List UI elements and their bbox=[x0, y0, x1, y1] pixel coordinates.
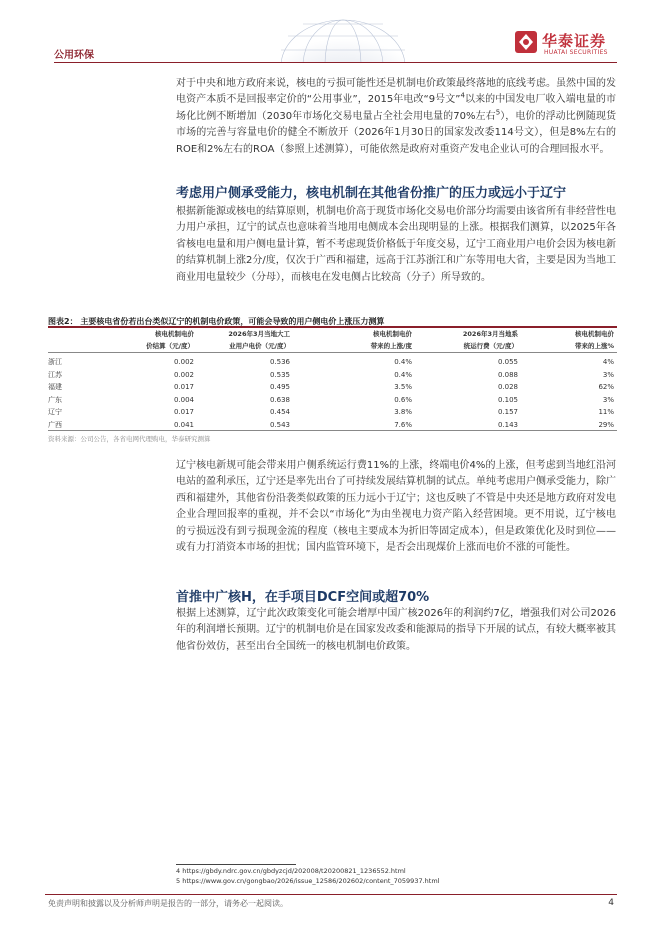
huatai-logo-icon bbox=[514, 30, 538, 54]
table-row-province: 广西 bbox=[48, 421, 62, 429]
table-cell: 0.535 bbox=[269, 370, 290, 379]
section-heading-1: 考虑用户侧承受能力，核电机制在其他省份推广的压力或远小于辽宁 bbox=[176, 186, 567, 201]
table-row-province: 江苏 bbox=[48, 370, 62, 379]
table-cell: 3.8% bbox=[394, 408, 412, 417]
table-cell: 3.5% bbox=[394, 383, 412, 392]
table-cell: 0.495 bbox=[269, 383, 290, 392]
table-cell: 3% bbox=[602, 370, 614, 379]
table-cell: 0.4% bbox=[394, 370, 412, 379]
table-cell: 62% bbox=[598, 383, 614, 392]
table-row-province: 福建 bbox=[48, 383, 62, 392]
footnote-link[interactable]: https://www.gov.cn/gongbao/2026/issue_12586/202602/content_7059937.html bbox=[182, 877, 440, 885]
table-row-province: 广东 bbox=[48, 395, 62, 404]
table-cell: 0.017 bbox=[173, 383, 194, 392]
table-cell: 0.004 bbox=[173, 395, 194, 404]
table-row-province: 辽宁 bbox=[48, 408, 62, 417]
table-cell: 0.638 bbox=[269, 395, 290, 404]
footnote-rule bbox=[176, 864, 296, 865]
page-header bbox=[0, 0, 662, 64]
table-cell: 0.002 bbox=[173, 358, 194, 366]
footer-disclaimer: 免责声明和披露以及分析师声明是报告的一部分，请务必一起阅读。 bbox=[48, 899, 288, 908]
figure-source: 资料来源：公司公告，各省电网代理购电，华泰研究测算 bbox=[48, 435, 211, 443]
table-header-col-4: 2026年3月当地系 统运行费（元/度） bbox=[462, 330, 518, 350]
table-cell: 0.105 bbox=[497, 395, 518, 404]
footnote-link[interactable]: https://gbdy.ndrc.gov.cn/gbdyzcjd/202008/t20200821_1236552.html bbox=[182, 867, 406, 875]
company-logo: 华泰证券 HUATAI SECURITIES bbox=[514, 30, 624, 58]
table-cell: 0.028 bbox=[497, 383, 518, 392]
table-header-col-5: 核电机制电价 带来的上涨% bbox=[574, 330, 614, 350]
table-cell: 0.4% bbox=[394, 358, 412, 366]
table-cell: 11% bbox=[598, 408, 614, 417]
table-cell: 0.6% bbox=[394, 395, 412, 404]
table-cell: 0.143 bbox=[497, 421, 518, 429]
table-cell: 0.017 bbox=[173, 408, 194, 417]
paragraph-4: 根据上述测算，辽宁此次政策变化可能会增厚中国广核2026年的利润约7亿，增强我们对公司2026年的利润增长预期。辽宁的机制电价是在国家发改委和能源局的指导下开展的试点，有较大概率被其他省份效仿，甚至出台全国统一的核电机制电价政策。 bbox=[176, 608, 616, 652]
paragraph-2: 根据新能源或核电的结算原则，机制电价高于现货市场化交易电价部分均需要由该省所有非经营性电力用户承担，辽宁的试点也意味着当地用电侧成本会出现明显的上涨。根据我们测算，以2025年各省核电电量和用户侧电量计算，暂不考虑现货价格低于年度交易，辽宁工商业用户电价会因为核电新的结算机制上涨2分/度，仅次于广西和福建，远高于江苏浙江和广东等用电大省，主要是因为当地工商业用电量较少（分母），而核电在发电侧占比较高（分子）所导致的。 bbox=[176, 206, 616, 283]
header-divider bbox=[54, 62, 617, 63]
footnote-5: 5 https://www.gov.cn/gongbao/2026/issue_12586/202602/content_7059937.html bbox=[176, 877, 440, 885]
table-header-col-2: 2026年3月当地大工 业用户电价（元/度） bbox=[228, 330, 290, 350]
section-label: 公用环保 bbox=[54, 50, 94, 61]
page-number: 4 bbox=[608, 898, 614, 908]
table-cell: 3% bbox=[602, 395, 614, 404]
paragraph-1: 对于中央和地方政府来说，核电的亏损可能性还是机制电价政策最终落地的底线考虑。虽然中国的发电资产本质不是回报率定价的“公用事业”，2015年电改“9号文”$^4$以来的中国发电厂收入端电量的市场化比例不断增加（2030年市场化交易电量占全社会用电量的70%左右$^5$），电价的浮动比例随现货市场的完善与容量电价的健全不断放开（2026年1月30日的国家发改委114号文），但是8%左右的ROE和2%左右的ROA（参照上述测算），可能依然是政府对重资产发电企业认可的合理回报水平。 bbox=[176, 78, 616, 155]
paragraph-3: 辽宁核电新规可能会带来用户侧系统运行费11%的上涨，终端电价4%的上涨，但考虑到当地红沿河电站的盈利承压，辽宁还是率先出台了可持续发展结算机制的试点。单纯考虑用户侧承受能力，除广西和福建外，其他省份沿袭类似政策的压力远小于辽宁；这也反映了不管是中央还是地方政府对发电企业合理回报率的重视，并不会以“市场化”为由坐视电力资产陷入经营困境。更不用说，辽宁核电的亏损远没有到亏损现金流的程度（核电主要成本为折旧等固定成本），但是政策优化及时到位——或有力打消资本市场的担忧；国内监管环境下，是否会出现煤价上涨而电价不涨的可能性。 bbox=[176, 460, 616, 554]
figure-title: 图表2： 主要核电省份若出台类似辽宁的机制电价政策，可能会导致的用户侧电价上涨压力测算 bbox=[48, 317, 385, 326]
table-cell: 0.088 bbox=[497, 370, 518, 379]
table-cell: 0.454 bbox=[269, 408, 290, 417]
table-cell: 0.543 bbox=[269, 421, 290, 429]
globe-graphic bbox=[268, 14, 418, 62]
table-cell: 0.157 bbox=[497, 408, 518, 417]
table-cell: 0.536 bbox=[269, 358, 290, 366]
footnote-4: 4 https://gbdy.ndrc.gov.cn/gbdyzcjd/202008/t20200821_1236552.html bbox=[176, 867, 406, 875]
footer-divider bbox=[45, 894, 617, 895]
section-heading-2: 首推中广核H，在手项目DCF空间或超70% bbox=[176, 590, 430, 605]
table-header-rule bbox=[48, 352, 617, 353]
table-header-col-3: 核电机制电价 带来的上涨/度 bbox=[370, 330, 412, 350]
table-cell: 0.041 bbox=[173, 421, 194, 429]
table-cell: 0.002 bbox=[173, 370, 194, 379]
table-row-province: 浙江 bbox=[48, 358, 62, 366]
table-header-col-1: 核电机制电价 价结算（元/度） bbox=[146, 330, 194, 350]
table-cell: 0.055 bbox=[497, 358, 518, 366]
table-cell: 7.6% bbox=[394, 421, 412, 429]
figure-bottom-rule bbox=[48, 430, 617, 431]
table-cell: 29% bbox=[598, 421, 614, 429]
table-cell: 4% bbox=[602, 358, 614, 366]
